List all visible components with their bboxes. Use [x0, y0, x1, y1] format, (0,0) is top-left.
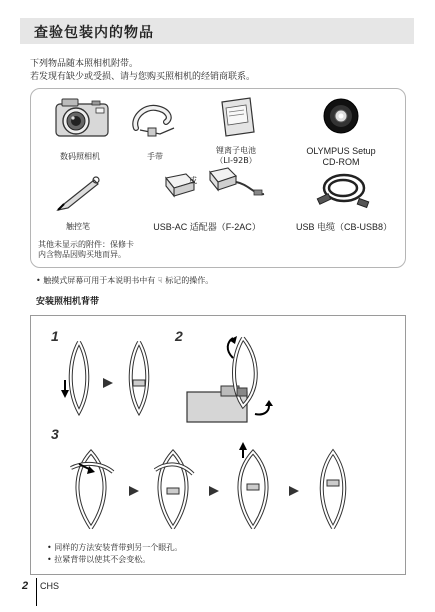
tip-2: [47, 554, 182, 566]
step-number-3: 3: [51, 426, 59, 442]
strap-loop-step1a-icon: [59, 340, 99, 420]
intro-text: [30, 58, 255, 84]
page-language: CHS: [40, 581, 60, 591]
section-title: 查验包装内的物品: [34, 25, 154, 41]
other-accessories-line-1: 其他未显示的附件：保修卡: [38, 240, 134, 249]
footer-divider: [36, 578, 37, 606]
label-hand-strap: 手带: [147, 152, 163, 161]
strap-tips: [47, 542, 182, 566]
tip-2-text: 拉紧背带以使其不会变松。: [54, 555, 151, 564]
tip-1: [47, 542, 182, 554]
label-usb-cable: USB 电缆（CB-USB8）: [295, 222, 393, 232]
battery-icon: [214, 96, 258, 140]
bullet-icon: •: [47, 555, 55, 564]
other-accessories: [38, 240, 134, 260]
intro-line-1: 下列物品随本照相机附带。: [30, 59, 139, 69]
label-cd-rom: [288, 146, 394, 168]
strap-loop-step3b-icon: [143, 444, 203, 532]
label-stylus: 触控笔: [66, 222, 90, 231]
other-accessories-line-2: 内含物品因购买地而异。: [38, 250, 126, 259]
hand-strap-icon: [130, 98, 180, 144]
touch-note: [36, 275, 213, 286]
strap-loop-step3d-icon: [303, 444, 363, 532]
arrow-right-icon-3: [209, 486, 219, 496]
arrow-right-icon: [103, 378, 113, 388]
strap-attach-camera-icon: [181, 328, 301, 428]
arrow-right-icon-4: [289, 486, 299, 496]
touch-note-text: 触摸式屏幕可用于本说明书中有 ☟ 标记的操作。: [43, 276, 214, 285]
bullet-icon: •: [36, 276, 41, 285]
strap-loop-step1b-icon: [119, 340, 159, 420]
arrow-right-icon-2: [129, 486, 139, 496]
section-title-bar: [20, 18, 414, 44]
ac-adapter-cable-icon: [206, 166, 266, 200]
stylus-icon: [54, 174, 104, 214]
cd-rom-sub: CD-ROM: [322, 157, 360, 167]
label-battery: [200, 146, 272, 166]
strap-illustrations: [31, 316, 405, 574]
label-ac-adapter: USB-AC 适配器（F-2AC）: [153, 222, 261, 232]
strap-attachment-box: [30, 315, 406, 575]
or-text: 或: [189, 176, 197, 185]
intro-line-2: 若发现有缺少或受损、请与您购买照相机的经销商联系。: [30, 72, 256, 82]
step-number-2: 2: [175, 328, 183, 344]
battery-name: 锂离子电池: [216, 146, 256, 155]
bullet-icon: •: [47, 543, 55, 552]
strap-loop-step3a-icon: [61, 444, 121, 532]
page-number: 2: [22, 580, 29, 592]
strap-loop-step3c-icon: [223, 444, 283, 532]
camera-icon: [52, 94, 112, 144]
strap-section-title: 安装照相机背带: [36, 297, 100, 307]
usb-cable-icon: [316, 166, 372, 212]
label-camera: 数码照相机: [60, 152, 100, 161]
battery-model: （LI-92B）: [215, 156, 257, 165]
step-number-1: 1: [51, 328, 59, 344]
cd-rom-icon: [323, 98, 359, 134]
tip-1-text: 同样的方法安装背带到另一个眼孔。: [54, 543, 183, 552]
cd-rom-name: OLYMPUS Setup: [306, 146, 376, 156]
